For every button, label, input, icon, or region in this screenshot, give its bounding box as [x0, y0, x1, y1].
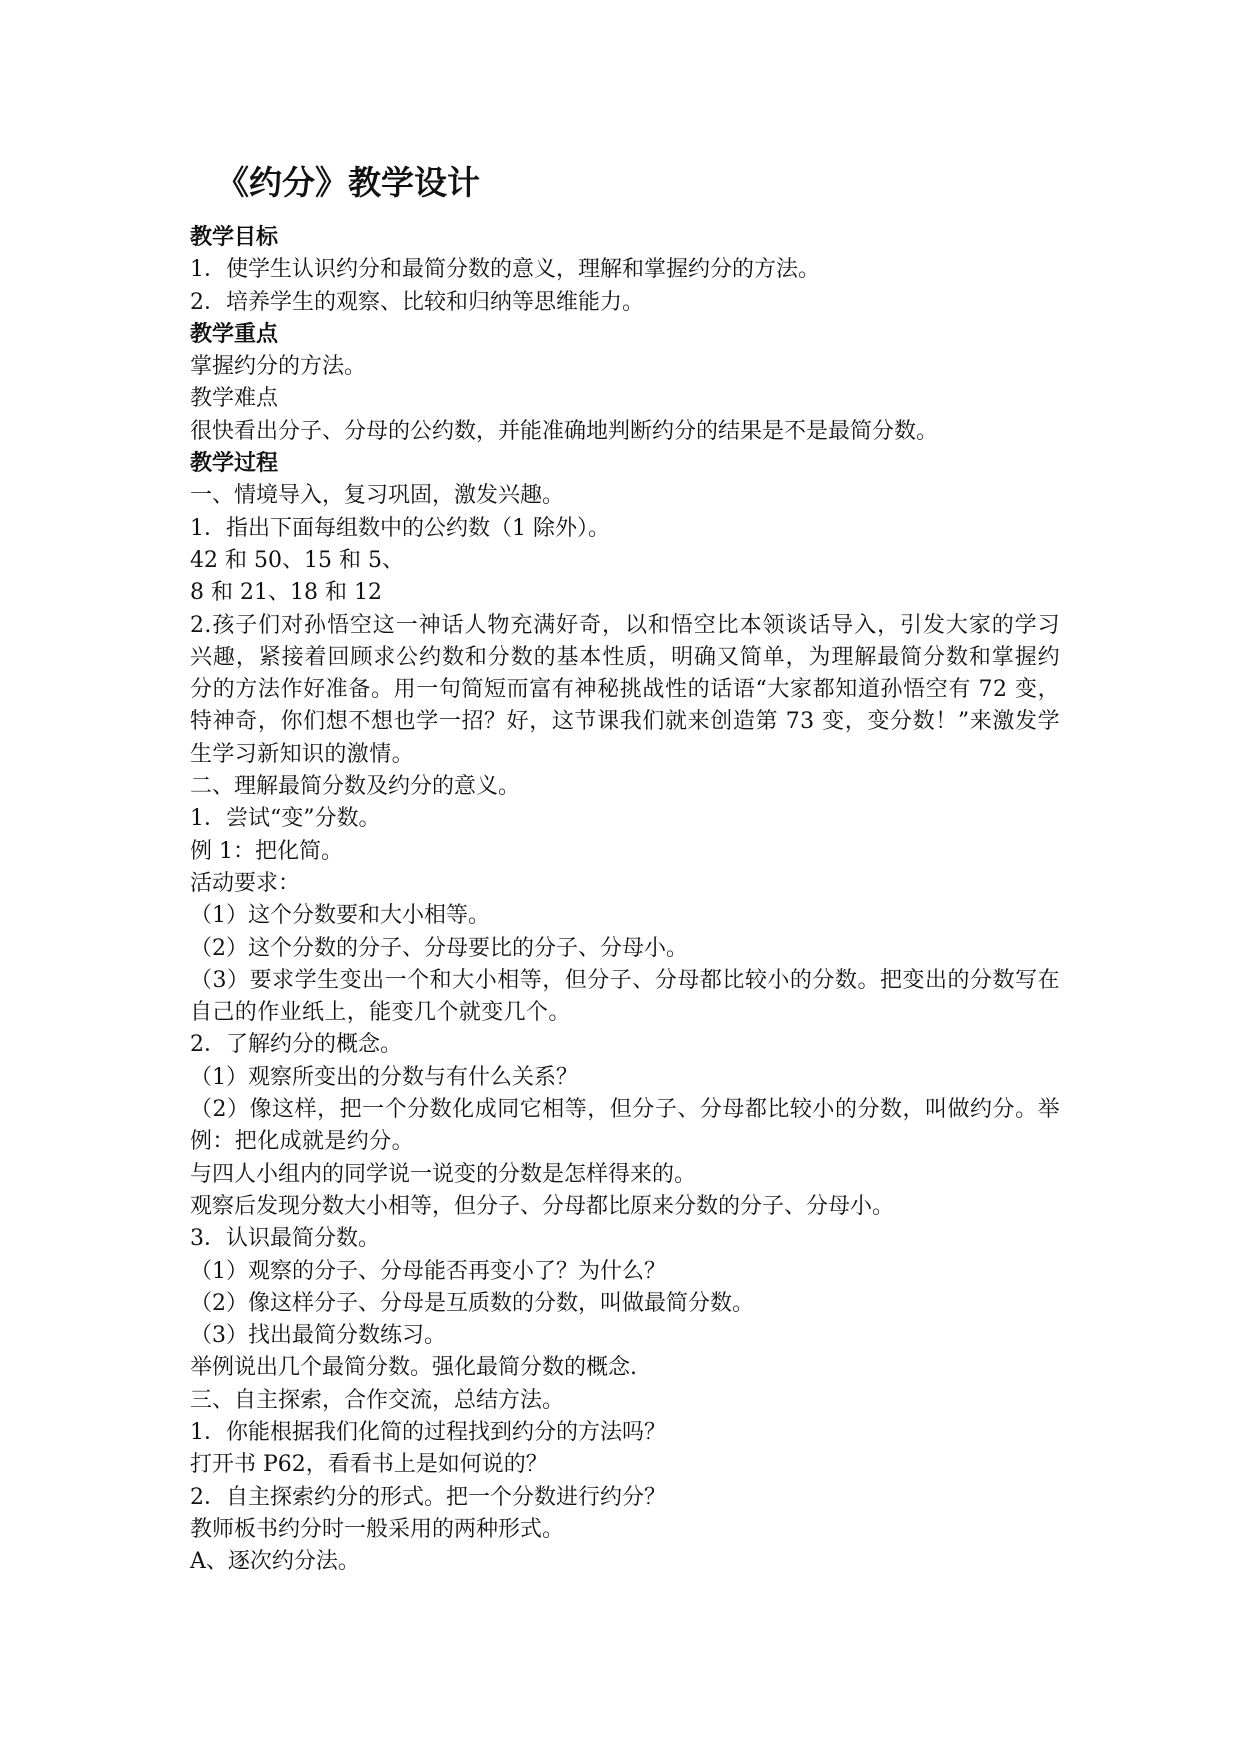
open-book-instruction: 打开书 P62，看看书上是如何说的？	[190, 1452, 548, 1478]
simplest-definition: （2）像这样分子、分母是互质数的分数，叫做最简分数。	[190, 1290, 754, 1316]
requirement-1: （1）这个分数要和大小相等。	[190, 903, 490, 929]
document-page	[190, 158, 1060, 1578]
step-3-heading: 三、自主探索，合作交流，总结方法。	[190, 1387, 565, 1413]
concept-definition: （2）像这样，把一个分数化成同它相等，但分子、分母都比较小的分数，叫做约分。举例：把化成就是约分。	[190, 1097, 1060, 1155]
number-pairs-line-2: 8 和 21、18 和 12	[190, 580, 382, 606]
step-2-heading: 二、理解最简分数及约分的意义。	[190, 774, 521, 800]
example-1: 例 1：把化简。	[190, 838, 343, 864]
objective-2: 2．培养学生的观察、比较和归纳等思维能力。	[190, 289, 644, 315]
observation-result: 观察后发现分数大小相等，但分子、分母都比原来分数的分子、分母小。	[190, 1193, 895, 1219]
section-heading-process: 教学过程	[190, 451, 279, 477]
number-pairs-line-1: 42 和 50、15 和 5、	[190, 547, 404, 573]
simplest-question-1: （1）观察的分子、分母能否再变小了？为什么？	[190, 1258, 666, 1284]
teacher-board-note: 教师板书约分时一般采用的两种形式。	[190, 1516, 565, 1542]
group-discussion: 与四人小组内的同学说一说变的分数是怎样得来的。	[190, 1161, 697, 1187]
step-2-item-1: 1．尝试“变”分数。	[190, 806, 381, 832]
requirement-2: （2）这个分数的分子、分母要比的分子、分母小。	[190, 935, 688, 961]
concept-question-1: （1）观察所变出的分数与有什么关系？	[190, 1064, 578, 1090]
simplest-examples: 举例说出几个最简分数。强化最简分数的概念.	[190, 1355, 637, 1381]
section-heading-difficulties: 教学难点	[190, 386, 279, 412]
step-1-heading: 一、情境导入，复习巩固，激发兴趣。	[190, 483, 565, 509]
step-2-item-2: 2．了解约分的概念。	[190, 1032, 402, 1058]
step-1-item-1: 1．指出下面每组数中的公约数（1 除外）。	[190, 515, 610, 541]
section-heading-objectives: 教学目标	[190, 225, 279, 250]
activity-requirements-label: 活动要求：	[190, 870, 301, 896]
difficulty-text: 很快看出分子、分母的公约数，并能准确地判断约分的结果是不是最简分数。	[190, 418, 939, 444]
step-2-item-3: 3．认识最简分数。	[190, 1226, 380, 1252]
intro-paragraph: 2.孩子们对孙悟空这一神话人物充满好奇，以和悟空比本领谈话导入，引发大家的学习兴趣，紧接着回顾求公约数和分数的基本性质，明确又简单，为理解最简分数和掌握约分的方法作好准备。用一句简短而富有神秘挑战性的话语“大家都知道孙悟空有 72 变，特神奇，你们想不想也学一招？好，这节课我们就来创造第 73 变，变分数！”来激发学生学习新知识的激情。	[190, 612, 1060, 767]
objective-1: 1．使学生认识约分和最简分数的意义，理解和掌握约分的方法。	[190, 257, 820, 283]
document-title: 《约分》教学设计	[216, 163, 480, 202]
section-heading-key-points: 教学重点	[190, 321, 279, 347]
key-point-text: 掌握约分的方法。	[190, 354, 367, 380]
requirement-3: （3）要求学生变出一个和大小相等，但分子、分母都比较小的分数。把变出的分数写在自己的作业纸上，能变几个就变几个。	[190, 967, 1060, 1026]
step-3-item-2: 2．自主探索约分的形式。把一个分数进行约分？	[190, 1484, 666, 1510]
step-3-item-1: 1．你能根据我们化简的过程找到约分的方法吗？	[190, 1419, 666, 1445]
simplest-practice: （3）找出最简分数练习。	[190, 1323, 446, 1349]
method-a: A、逐次约分法。	[190, 1549, 360, 1575]
